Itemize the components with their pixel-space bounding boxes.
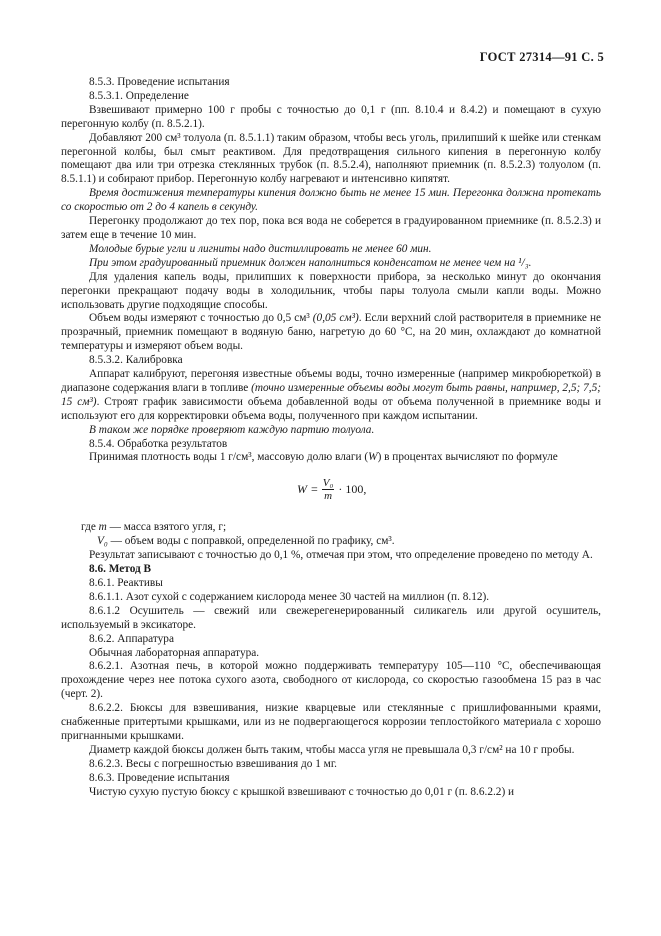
formula-expression [297, 477, 366, 502]
paragraph: Для удаления капель воды, прилипших к поверхности прибора, за несколько минут до окончания перегонки прекращают подачу воды в холодильник, чтобы пары толуола смыли капли воды. Можно использовать другие подходящие способы. [61, 270, 601, 311]
paragraph: Обычная лабораторная аппаратура. [89, 646, 260, 659]
section-8-5-3-1-heading: 8.5.3.1. Определение [89, 89, 189, 102]
text-run: где [81, 521, 99, 534]
text-run: . Строят график зависимости объема добавленной воды от объема полученной в приемнике воды и используют его для корректировки объема воды, полученного при каждом испытании. [61, 395, 601, 422]
paragraph: 8.6.2.1. Азотная печь, в которой можно поддерживать температуру 105—110 °С, обеспечивающая прохождение через нее потока сухого азота, свободного от кислорода, со скоростью газообмена 15 раз в час (черт. 2). [61, 660, 601, 701]
italic-run: (0,05 см³) [312, 312, 359, 325]
paragraph: Чистую сухую пустую бюксу с крышкой взвешивают с точностью до 0,01 г (п. 8.6.2.2) и [89, 785, 515, 798]
text-run: ) в процентах вычисляют по формуле [377, 451, 558, 464]
formula [61, 465, 601, 521]
paragraph: Результат записывают с точностью до 0,1 %, отмечая при этом, что определение проведено по методу А. [89, 549, 593, 562]
paragraph [61, 451, 601, 465]
italic-run: (точно измеренные объемы воды могут быть равны, например, 2,5; 7,5; 15 см³) [61, 381, 601, 408]
italic-note: Время достижения температуры кипения должно быть не менее 15 мин. Перегонка должна протекать со скоростью от 2 до 4 капель в секунду. [61, 187, 601, 214]
paragraph: Перегонку продолжают до тех пор, пока вся вода не соберется в градуированном приемнике (п. 8.5.2.3) и затем еще в течение 10 мин. [61, 215, 601, 241]
variable: V₀ [97, 535, 108, 548]
text-run: — масса взятого угля, г; [106, 521, 227, 534]
italic-note [61, 257, 601, 271]
section-8-6-2-heading: 8.6.2. Аппаратура [89, 632, 174, 645]
formula-denominator: m [324, 490, 333, 503]
text-run: . Если верхний слой растворителя в приемнике не прозрачный, приемник помещают в водяную баню, нагретую до 60 °С, на 20 мин, охлаждают до комнатной температуры и измеряют объем воды. [61, 312, 601, 353]
section-8-6-heading: 8.6. Метод В [89, 563, 152, 576]
formula-fraction [322, 477, 335, 502]
paragraph [61, 368, 601, 424]
where-line [61, 521, 601, 535]
paragraph: 8.6.1.2 Осушитель — свежий или свежерегенерированный силикагель или другой осушитель, используемый в эксикаторе. [61, 604, 601, 631]
section-8-5-4-heading: 8.5.4. Обработка результатов [89, 437, 228, 450]
paragraph: 8.6.2.3. Весы с погрешностью взвешивания до 1 мг. [89, 757, 338, 770]
formula-equals: = [311, 481, 318, 496]
text-run: Аппарат калибруют, перегоняя известные объемы воды, точно измеренные (например микробюреткой) в диапазоне содержания влаги в топливе [61, 368, 601, 394]
document-body [61, 76, 601, 800]
section-8-5-3-heading: 8.5.3. Проведение испытания [89, 76, 230, 88]
text-run: Объем воды измеряют с точностью до 0,5 см³ [89, 312, 313, 325]
section-8-6-3-heading: 8.6.3. Проведение испытания [89, 771, 230, 784]
paragraph: Взвешивают примерно 100 г пробы с точностью до 0,1 г (пп. 8.10.4 и 8.4.2) и помещают в сухую перегонную колбу (п. 8.5.2.1). [61, 103, 601, 130]
formula-lhs: W [297, 481, 307, 496]
note-text: При этом градуированный приемник должен наполниться конденсатом не менее чем на [89, 256, 519, 269]
variable: W [368, 451, 378, 464]
where-line [61, 535, 601, 549]
section-8-6-1-heading: 8.6.1. Реактивы [89, 577, 163, 589]
section-8-5-3-2-heading: 8.5.3.2. Калибровка [89, 354, 183, 367]
paragraph: 8.6.1.1. Азот сухой с содержанием кислорода менее 30 частей на миллион (п. 8.12). [89, 590, 490, 603]
variable: m [98, 521, 107, 534]
text-run: — объем воды с поправкой, определенной по графику, см³. [107, 535, 395, 548]
formula-rhs: · 100, [338, 481, 367, 496]
formula-numerator: V₀ [322, 477, 334, 490]
paragraph: Диаметр каждой бюксы должен быть таким, чтобы масса угля не превышала 0,3 г/см² на 10 г пробы. [89, 743, 575, 756]
text-run: Принимая плотность воды 1 г/см³, массовую долю влаги ( [89, 451, 369, 464]
paragraph [61, 312, 601, 354]
italic-note: В таком же порядке проверяют каждую партию толуола. [89, 423, 375, 436]
paragraph: 8.6.2.2. Бюксы для взвешивания, низкие кварцевые или стеклянные с пришлифованными краями, снабженные притертыми крышками, или из не подвергающегося коррозии теплостойкого материала с хорошо пригнанными крышками. [61, 702, 601, 742]
paragraph: Добавляют 200 см³ толуола (п. 8.5.1.1) таким образом, чтобы весь уголь, прилипший к шейке или стенкам перегонной колбы, был смыт реактивом. Для предотвращения сильного кипения в перегонную колбу помещают два или три отрезка стеклянных трубок (п. 8.5.2.4), наполняют приемник (п. 8.5.2.3) толуолом (п. 8.5.1.1) и собирают прибор. Перегонную колбу нагревают и интенсивно кипятят. [61, 131, 601, 186]
fraction-text: ¹/₃. [518, 256, 532, 269]
italic-note: Молодые бурые угли и лигниты надо дистиллировать не менее 60 мин. [89, 242, 432, 255]
page-header: ГОСТ 27314—91 С. 5 [479, 50, 604, 64]
